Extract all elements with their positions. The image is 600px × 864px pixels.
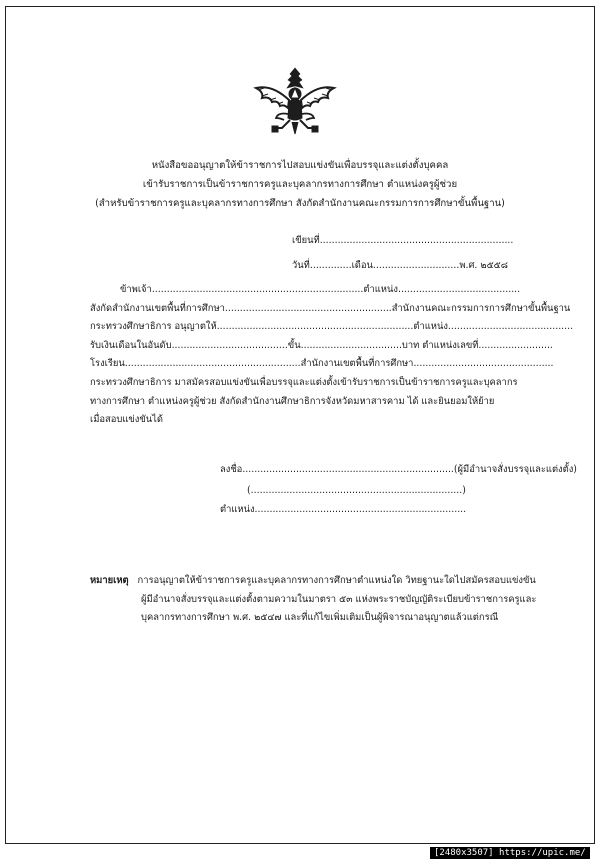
body-line-6: กระทรวงศึกษาธิการ มาสมัครสอบแข่งขันเพื่อบรรจุและแต่งตั้งเข้ารับราชการเป็นข้าราชการครูและบุคลากร — [90, 377, 518, 388]
document-title-line-3: (สำหรับข้าราชการครูและบุคลากรทางการศึกษา สังกัดสำนักงานคณะกรรมการการศึกษาขั้นพื้นฐาน) — [95, 198, 505, 209]
date-field: วันที่..............เดือน.............................พ.ศ. ๒๕๕๘ — [292, 260, 509, 271]
body-line-2: สังกัดสำนักงานเขตพื้นที่การศึกษา........................................................สำนักงานคณะกรรมการการศึกษาขั้นพื้นฐาน — [90, 303, 571, 314]
signature-name-line: (.......................................................................) — [247, 485, 466, 496]
signature-position-line: ตำแหน่ง....................................................................... — [220, 504, 467, 515]
document-title-line-2: เข้ารับราชการเป็นข้าราชการครูและบุคลากรทางการศึกษา ตำแหน่งครูผู้ช่วย — [142, 179, 458, 190]
body-line-5: โรงเรียน...........................................................สำนักงานเขตพื้นที่การศึกษา............................................... — [90, 358, 554, 369]
written-at-field: เขียนที่................................................................. — [292, 235, 514, 246]
resolution-watermark: [2480x3507] https://upic.me/ — [430, 847, 590, 859]
body-line-1: ข้าพเจ้า.......................................................................ตำแหน่ง......................................... — [120, 284, 521, 295]
document-title-line-1: หนังสือขออนุญาตให้ข้าราชการไปสอบแข่งขันเพื่อบรรจุและแต่งตั้งบุคคล — [151, 160, 449, 171]
note-line-2: ผู้มีอำนาจสั่งบรรจุและแต่งตั้งตามความในมาตรา ๕๓ แห่งพระราชบัญญัติระเบียบข้าราชการครูและ — [141, 594, 537, 605]
note-line-3: บุคลากรทางการศึกษา พ.ศ. ๒๕๔๗ และที่แก้ไขเพิ่มเติมเป็นผู้พิจารณาอนุญาตแล้วแต่กรณี — [141, 612, 499, 623]
body-line-8: เมื่อสอบแข่งขันได้ — [90, 414, 163, 425]
body-line-3: กระทรวงศึกษาธิการ อนุญาตให้..................................................................ตำแหน่ง.......................................... — [90, 321, 574, 332]
garuda-emblem-icon — [250, 62, 340, 140]
body-line-4: รับเงินเดือนในอันดับ.......................................ขั้น..................................บาท ตำแหน่งเลขที่......................... — [90, 340, 553, 351]
signature-line: ลงชื่อ.......................................................................(ผู้มีอำนาจสั่งบรรจุและแต่งตั้ง) — [220, 464, 577, 475]
body-line-7: ทางการศึกษา ตำแหน่งครูผู้ช่วย สังกัดสำนักงานศึกษาธิการจังหวัดมหาสารคาม ได้ และยินยอมให้ย้าย — [90, 396, 495, 407]
note-line-1 — [90, 574, 536, 588]
note-text-1: การอนุญาตให้ข้าราชการครูและบุคลากรทางการศึกษาตำแหน่งใด วิทยฐานะใดไปสมัครสอบแข่งขัน — [137, 575, 536, 586]
note-label: หมายเหตุ — [90, 575, 129, 586]
